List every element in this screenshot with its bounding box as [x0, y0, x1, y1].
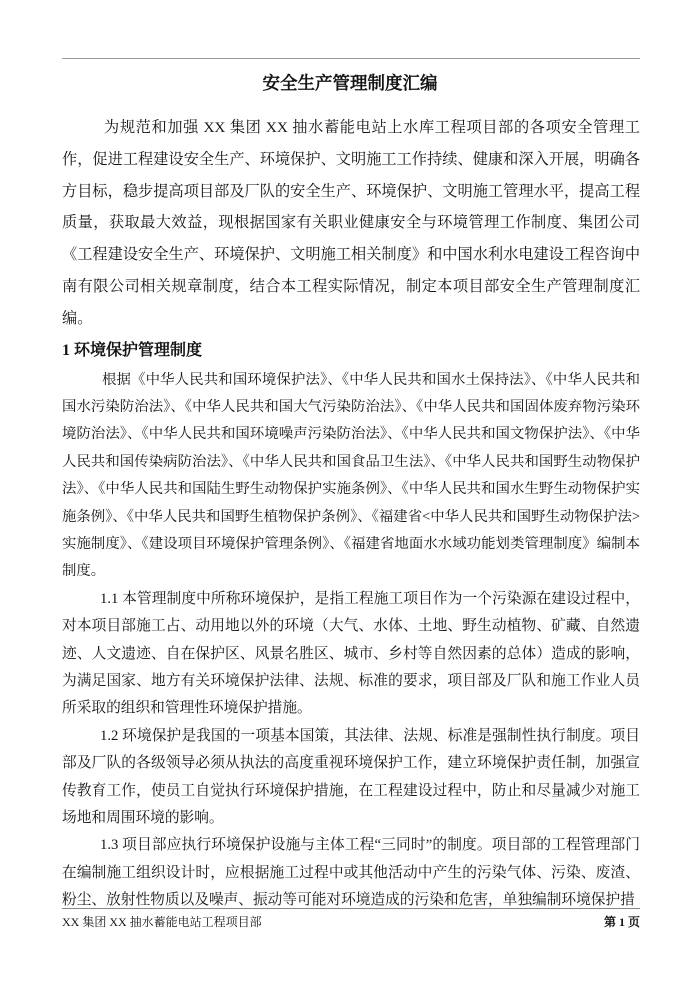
paragraph-clause-1-3: 1.3 项目部应执行环境保护设施与主体工程“三同时”的制度。项目部的工程管理部门在编制施工组织设计时，应根据施工过程中或其他活动中产生的污染气体、污染、废渣、粉尘、放射性物质以及噪声、振动等可能对环境造成的污染和危害，单独编制环境保护措: [62, 837, 640, 909]
footer-project-name: XX 集团 XX 抽水蓄能电站工程项目部: [62, 915, 262, 929]
document-body: [62, 112, 640, 915]
paragraph-intro: 为规范和加强 XX 集团 XX 抽水蓄能电站上水库工程项目部的各项安全管理工作，促进工程建设安全生产、环境保护、文明施工工作持续、健康和深入开展，明确各方目标，稳步提高项目部及厂队的安全生产、环境保护、文明施工管理水平，提高工程质量，获取最大效益，现根据国家有关职业健康安全与环境管理工作制度、集团公司《工程建设安全生产、环境保护、文明施工相关制度》和中国水利水电建设工程咨询中南有限公司相关规章制度，结合本工程实际情况，制定本项目部安全生产管理制度汇编。: [62, 119, 640, 327]
footer-page-number: 第 1 页: [603, 915, 640, 929]
document-title: 安全生产管理制度汇编: [262, 73, 438, 93]
section-heading-environment: 1 环境保护管理制度: [62, 341, 203, 359]
paragraph-clause-1-1: 1.1 本管理制度中所称环境保护，是指工程施工项目作为一个污染源在建设过程中，对本项目部施工占、动用地以外的环境（大气、水体、土地、野生动植物、矿藏、自然遗迹、人文遗迹、自在保护区、风景名胜区、城市、乡村等自然因素的总体）造成的影响，为满足国家、地方有关环境保护法律、法规、标准的要求，项目部及厂队和施工作业人员所采取的组织和管理性环境保护措施。: [62, 590, 640, 717]
paragraph-clause-1-2: 1.2 环境保护是我国的一项基本国策，其法律、法规、标准是强制性执行制度。项目部及厂队的各级领导必须从执法的高度重视环境保护工作，建立环境保护责任制，加强宣传教育工作，使员工自觉执行环境保护措施，在工程建设过程中，防止和尽量减少对施工场地和周围环境的影响。: [62, 727, 640, 827]
header-rule: [62, 58, 640, 59]
paragraph-legal-basis: 根据《中华人民共和国环境保护法》、《中华人民共和国水土保持法》、《中华人民共和国水污染防治法》、《中华人民共和国大气污染防治法》、《中华人民共和国固体废弃物污染环境防治法》、《中华人民共和国环境噪声污染防治法》、《中华人民共和国文物保护法》、《中华人民共和国传染病防治法》、《中华人民共和国食品卫生法》、《中华人民共和国野生动物保护法》、《中华人民共和国陆生野生动物保护实施条例》、《中华人民共和国水生野生动物保护实施条例》、《中华人民共和国野生植物保护条例》、《福建省<中华人民共和国野生动物保护法>实施制度》、《建设项目环境保护管理条例》、《福建省地面水水域功能划类管理制度》编制本制度。: [62, 371, 640, 580]
page-footer: [62, 908, 640, 930]
